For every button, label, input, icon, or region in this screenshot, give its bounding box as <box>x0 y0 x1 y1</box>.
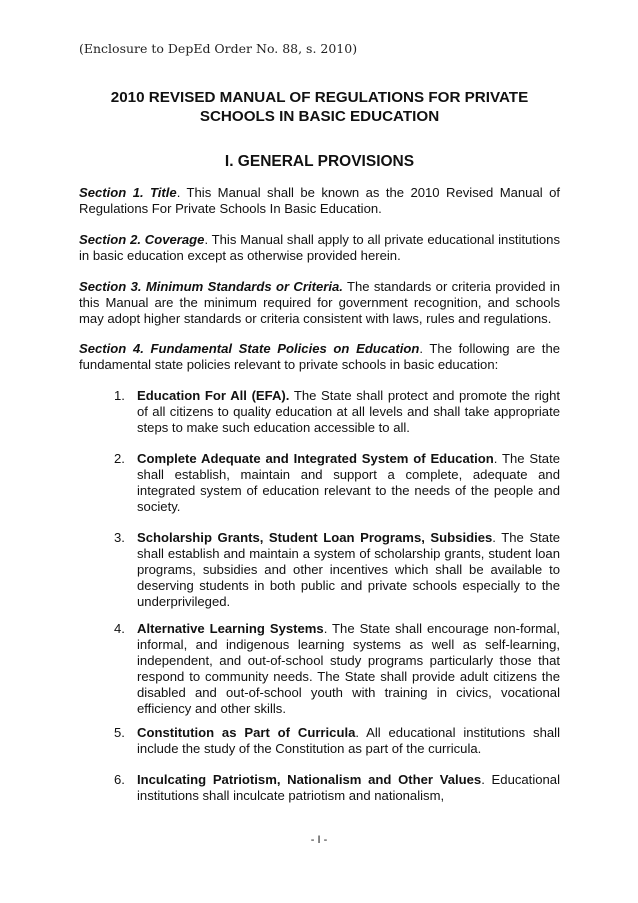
policy-item-4 <box>114 621 560 717</box>
section-3-lead: Section 3. Minimum Standards or Criteria. <box>79 279 343 294</box>
policy-item-1-body: The State shall protect and promote the right of all citizens to quality education at all levels and shall take appropriate steps to make such education accessible to all. <box>137 388 561 435</box>
policy-item-6-number: 6. <box>114 772 125 787</box>
policy-item-2-number: 2. <box>114 451 125 466</box>
section-1-body: . This Manual shall be known as the 2010 Revised Manual of Regulations For Private Schools In Basic Education. <box>79 185 560 216</box>
policy-item-2-heading: Complete Adequate and Integrated System of Education <box>137 451 494 466</box>
policy-item-5-body: . All educational institutions shall include the study of the Constitution as part of the curricula. <box>137 725 560 756</box>
policy-item-2 <box>114 451 560 515</box>
policy-item-1-heading: Education For All (EFA). <box>137 388 290 403</box>
policy-item-1 <box>114 388 561 436</box>
policy-item-6-heading: Inculcating Patriotism, Nationalism and Other Values <box>137 772 482 787</box>
section-4-lead: Section 4. Fundamental State Policies on Education <box>79 341 420 356</box>
policy-item-6-body: . Educational institutions shall inculcate patriotism and nationalism, <box>137 772 560 803</box>
policy-item-1-number: 1. <box>114 388 125 403</box>
policy-item-4-number: 4. <box>114 621 125 636</box>
section-1-paragraph <box>79 185 560 217</box>
section-2-body: . This Manual shall apply to all private educational institutions in basic education except as otherwise provided herein. <box>79 232 561 263</box>
policy-item-3-heading: Scholarship Grants, Student Loan Programs, Subsidies <box>137 530 493 545</box>
policy-item-5-heading: Constitution as Part of Curricula <box>137 725 356 740</box>
policy-item-3-number: 3. <box>114 530 125 545</box>
policy-item-4-body: . The State shall encourage non-formal, informal, and indigenous learning systems as well as self-learning, independent, and out-of-school study programs particularly those that respond to community needs. The State shall provide adult citizens the disabled and out-of-school youth with training in civics, vocational efficiency and other skills. <box>137 621 560 716</box>
policy-item-6 <box>114 772 560 804</box>
section-4-body: . The following are the fundamental state policies relevant to private schools in basic education: <box>79 341 561 372</box>
policy-item-3 <box>114 530 560 610</box>
policy-item-4-heading: Alternative Learning Systems <box>137 621 324 636</box>
policy-item-3-body: . The State shall establish and maintain a system of scholarship grants, student loan programs, subsidies and other incentives which shall be available to deserving students in both public and private schools especially to the underprivileged. <box>137 530 560 609</box>
policy-item-2-body: . The State shall establish, maintain and support a complete, adequate and integrated system of education relevant to the needs of the people and society. <box>137 451 560 514</box>
enclosure-note: (Enclosure to DepEd Order No. 88, s. 2010) <box>79 41 358 56</box>
policy-item-5-number: 5. <box>114 725 125 740</box>
document-title <box>79 88 560 126</box>
section-3-body: The standards or criteria provided in this Manual are the minimum required for government recognition, and schools may adopt higher standards or criteria consistent with laws, rules and regulations. <box>79 279 560 326</box>
section-2-paragraph <box>79 232 560 264</box>
section-heading: I. GENERAL PROVISIONS <box>224 153 415 170</box>
section-1-lead: Section 1. Title <box>79 185 177 200</box>
section-2-lead: Section 2. Coverage <box>79 232 205 247</box>
page-number: - I - <box>310 834 328 846</box>
policy-item-5 <box>114 725 560 757</box>
section-4-paragraph <box>79 341 560 373</box>
section-3-paragraph <box>79 279 560 327</box>
document-title-line-1: 2010 REVISED MANUAL OF REGULATIONS FOR PRIVATE <box>110 89 529 106</box>
document-title-line-2: SCHOOLS IN BASIC EDUCATION <box>199 108 440 125</box>
